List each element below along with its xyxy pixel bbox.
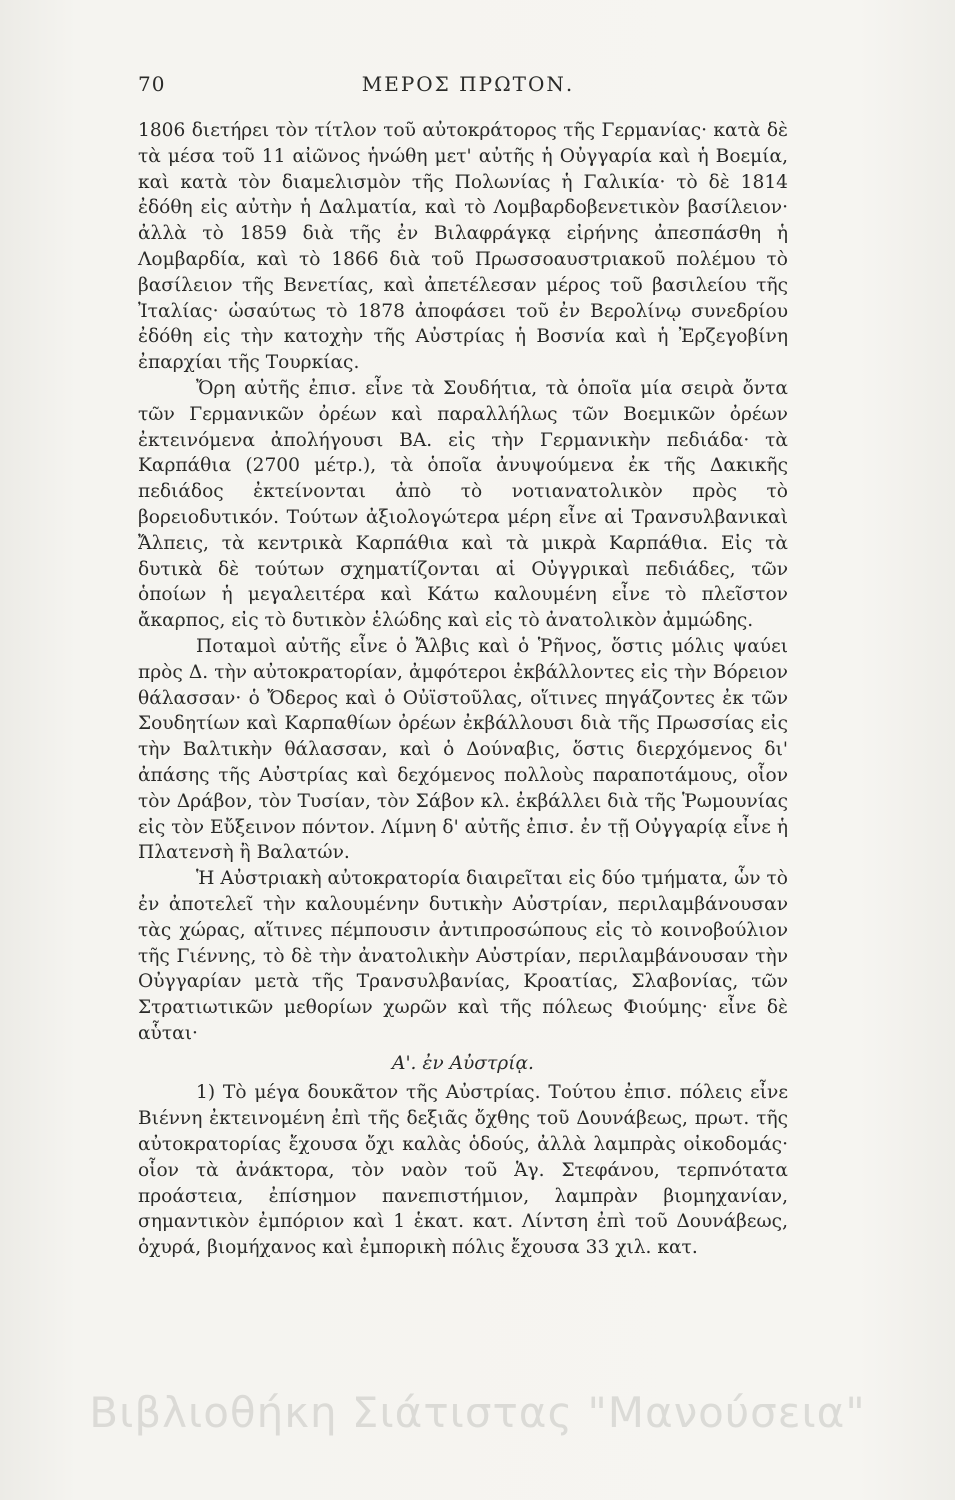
paragraph-history: 1806 διετήρει τὸν τίτλον τοῦ αὐτοκράτορος τῆς Γερμανίας· κατὰ δὲ τὰ μέσα τοῦ 11 αἰῶνος ἡνώθη μετ' αὐτῆς ἡ Οὐγγαρία καὶ ἡ Βοεμία, καὶ κατὰ τὸν διαμελισμὸν τῆς Πολωνίας ἡ Γαλικία· τὸ δὲ 1814 ἐδόθη εἰς αὐτὴν ἡ Δαλματία, καὶ τὸ Λομβαρδοβενετικὸν βασίλειον· ἀλλὰ τὸ 1859 διὰ τῆς ἐν Βιλαφράγκᾳ εἰρήνης ἀπεσπάσθη ἡ Λομβαρδία, καὶ τὸ 1866 διὰ τοῦ Πρωσσοαυστριακοῦ πολέμου τὸ βασίλειον τῆς Βενετίας, καὶ ἀπετέλεσαν μέρος τοῦ βασιλείου τῆς Ἰταλίας· ὡσαύτως τὸ 1878 ἀποφάσει τοῦ ἐν Βερολίνῳ συνεδρίου ἐδόθη εἰς τὴν κατοχὴν τῆς Αὐστρίας ἡ Βοσνία καὶ ἡ Ἐρζεγοβίνη ἐπαρχίαι τῆς Τουρκίας. (138, 120, 788, 374)
paragraph-duchy: 1) Τὸ μέγα δουκᾶτον τῆς Αὐστρίας. Τούτου ἐπισ. πόλεις εἶνε Βιέννη ἐκτεινομένη ἐπὶ τῆς δεξιᾶς ὄχθης τοῦ Δουνάβεως, πρωτ. τῆς αὐτοκρατορίας ἔχουσα ὄχι καλὰς ὁδούς, ἀλλὰ λαμπρὰς οἰκοδομάς· οἷον τὰ ἀνάκτορα, τὸν ναὸν τοῦ Ἁγ. Στεφάνου, τερπνότατα προάστεια, ἐπίσημον πανεπιστήμιον, λαμπρὰν βιομηχανίαν, σημαντικὸν ἐμπόριον καὶ 1 ἑκατ. κατ. Λίντση ἐπὶ τοῦ Δουνάβεως, ὀχυρά, βιομήχανος καὶ ἐμπορικὴ πόλις ἔχουσα 33 χιλ. κατ. (138, 1082, 788, 1259)
paragraph-divisions: Ἡ Αὐστριακὴ αὐτοκρατορία διαιρεῖται εἰς δύο τμήματα, ὧν τὸ ἐν ἀποτελεῖ τὴν καλουμένην δυτικὴν Αὐστρίαν, περιλαμβάνουσαν τὰς χώρας, αἵτινες πέμπουσιν ἀντιπροσώπους εἰς τὸ κοινοβούλιον τῆς Γιέννης, τὸ δὲ τὴν ἀνατολικὴν Αὐστρίαν, περιλαμβάνουσαν τὴν Οὐγγαρίαν μετὰ τῆς Τρανσυλβανίας, Κροατίας, Σλαβονίας, τῶν Στρατιωτικῶν μεθορίων χωρῶν καὶ τῆς πόλεως Φιούμης· εἶνε δὲ αὗται· (138, 868, 788, 1044)
running-head: ΜΕΡΟΣ ΠΡΩΤΟΝ. (361, 72, 575, 96)
page-number: 70 (138, 72, 166, 96)
paragraph-mountains: Ὄρη αὐτῆς ἐπισ. εἶνε τὰ Σουδήτια, τὰ ὁποῖα μία σειρὰ ὄντα τῶν Γερμανικῶν ὀρέων καὶ παραλλήλως τῶν Βοεμικῶν ὀρέων ἐκτεινόμενα ἀπολήγουσι ΒΑ. εἰς τὴν Γερμανικὴν πεδιάδα· τὰ Καρπάθια (2700 μέτρ.), τὰ ὁποῖα ἀνυψούμενα ἐκ τῆς Δακικῆς πεδιάδος ἐκτείνονται ἀπὸ τὸ νοτιανατολικὸν πρὸς τὸ βορειοδυτικόν. Τούτων ἀξιολογώτερα μέρη εἶνε αἱ Τρανσυλβανικαὶ Ἄλπεις, τὰ κεντρικὰ Καρπάθια καὶ τὰ μικρὰ Καρπάθια. Εἰς τὰ δυτικὰ δὲ τούτων σχηματίζονται αἱ Οὐγγρικαὶ πεδιάδες, τῶν ὁποίων ἡ μεγαλειτέρα καὶ Κάτω καλουμένη εἶνε τὸ πλεῖστον ἄκαρπος, εἰς τὸ δυτικὸν ἑλώδης καὶ εἰς τὸ ἀνατολικὸν ἀμμώδης. (138, 377, 788, 632)
section-subheading: Α'. ἐν Αὐστρίᾳ. (392, 1052, 534, 1074)
body-text (138, 118, 788, 1261)
library-watermark: Βιβλιοθήκη Σιάτιστας "Μανούσεια" (89, 1388, 866, 1437)
paragraph-rivers: Ποταμοὶ αὐτῆς εἶνε ὁ Ἄλβις καὶ ὁ Ῥῆνος, ὅστις μόλις ψαύει πρὸς Δ. τὴν αὐτοκρατορίαν, ἀμφότεροι ἐκβάλλοντες εἰς τὴν Βόρειον θάλασσαν· ὁ Ὄδερος καὶ ὁ Οὐϊστοῦλας, οἵτινες πηγάζοντες ἐκ τῶν Σουδητίων καὶ Καρπαθίων ὀρέων ἐκβάλλουσι διὰ τῆς Πρωσσίας εἰς τὴν Βαλτικὴν θάλασσαν, καὶ ὁ Δούναβις, ὅστις διερχόμενος δι' ἀπάσης τῆς Αὐστρίας καὶ δεχόμενος πολλοὺς παραποτάμους, οἷον τὸν Δράβον, τὸν Τυσίαν, τὸν Σάβον κλ. ἐκβάλλει διὰ τῆς Ῥωμουνίας εἰς τὸν Εὔξεινον πόντον. Λίμνη δ' αὐτῆς ἐπισ. ἐν τῇ Οὐγγαρίᾳ εἶνε ἡ Πλατενσὴ ἢ Βαλατών. (138, 635, 788, 864)
page-header (138, 72, 798, 102)
